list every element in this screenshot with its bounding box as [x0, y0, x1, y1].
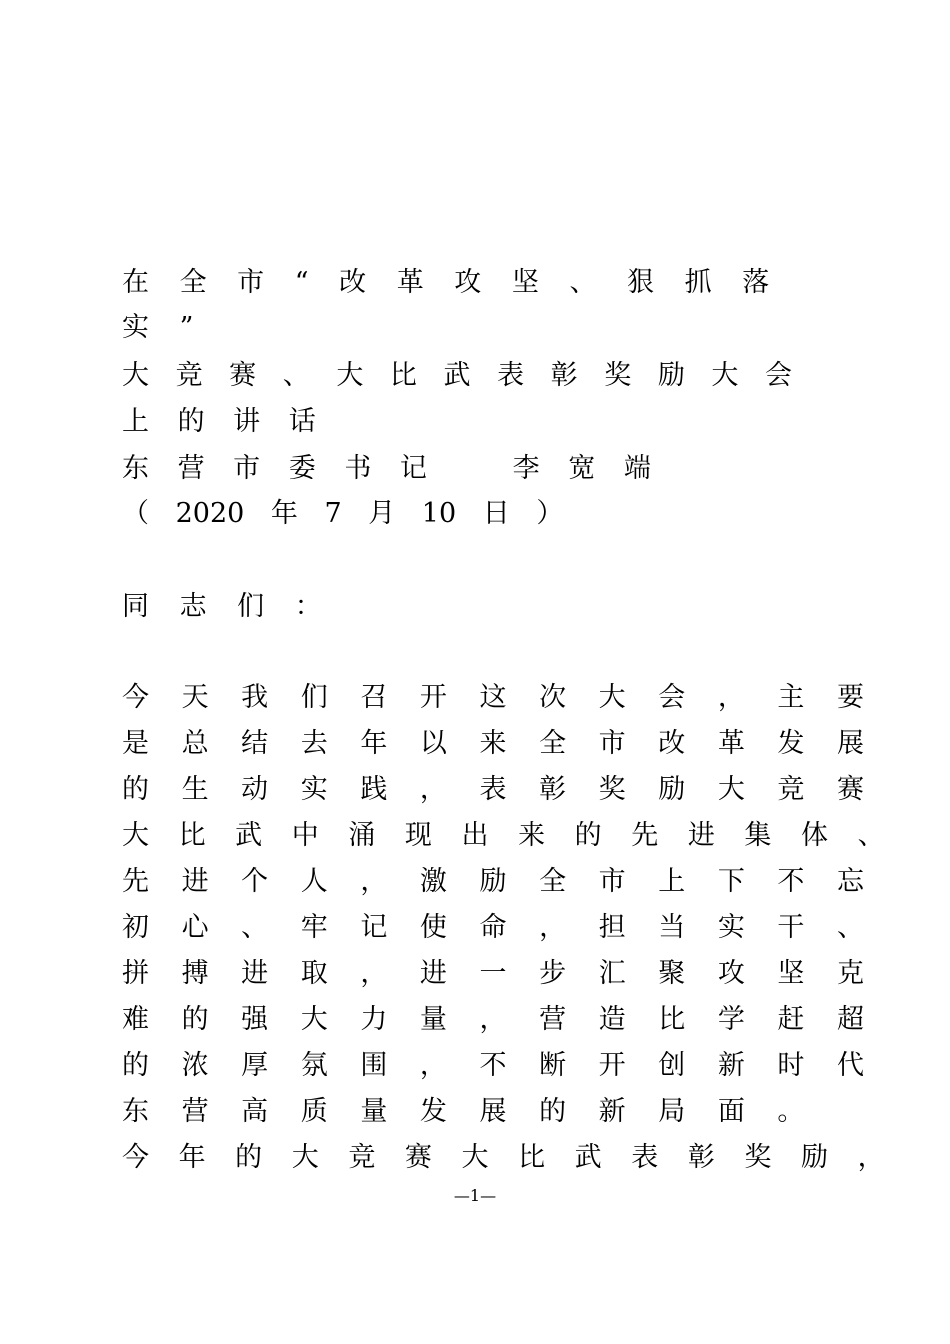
title-line-1 [122, 268, 769, 298]
title-line-1-text: 在 全 市 “ 改 革 攻 坚 、 狠 抓 落 [122, 267, 770, 298]
body-line-11-text: 今 年 的 大 竞 赛 大 比 武 表 彰 奖 励 ， [122, 1142, 885, 1173]
date-text: （ 2020 年 7 月 10 日 ） [122, 498, 564, 529]
title-line-3-text: 大 竞 赛 、 大 比 武 表 彰 奖 励 大 会 [122, 360, 792, 391]
body-line-4 [122, 821, 885, 851]
body-line-9 [122, 1051, 864, 1081]
date-line [122, 499, 563, 529]
body-line-6 [122, 913, 864, 943]
body-line-5 [122, 867, 864, 897]
body-line-11 [122, 1143, 885, 1173]
body-line-3 [122, 775, 864, 805]
salutation-text: 同 志 们 ： [122, 591, 322, 622]
salutation-line [122, 592, 322, 622]
body-line-2-text: 是 总 结 去 年 以 来 全 市 改 革 发 展 [122, 728, 864, 759]
body-line-6-text: 初 心 、 牢 记 使 命 ， 担 当 实 干 、 [122, 912, 864, 943]
body-line-8-text: 难 的 强 大 力 量 ， 营 造 比 学 赶 超 [122, 1004, 864, 1035]
page-number: —1— [453, 1186, 497, 1205]
body-line-9-text: 的 浓 厚 氛 围 ， 不 断 开 创 新 时 代 [122, 1050, 864, 1081]
body-line-1-text: 今 天 我 们 召 开 这 次 大 会 ， 主 要 [122, 682, 864, 713]
title-line-3 [122, 361, 792, 391]
body-line-7 [122, 959, 864, 989]
author-text: 东 营 市 委 书 记 李 宽 端 [122, 453, 651, 484]
body-line-10 [122, 1097, 804, 1127]
body-line-4-text: 大 比 武 中 涌 现 出 来 的 先 进 集 体 、 [122, 820, 885, 851]
body-line-3-text: 的 生 动 实 践 ， 表 彰 奖 励 大 竞 赛 [122, 774, 864, 805]
title-line-4 [122, 407, 316, 437]
body-line-7-text: 拼 搏 进 取 ， 进 一 步 汇 聚 攻 坚 克 [122, 958, 864, 989]
title-line-4-text: 上 的 讲 话 [122, 406, 316, 437]
body-line-5-text: 先 进 个 人 ， 激 励 全 市 上 下 不 忘 [122, 866, 864, 897]
author-line [122, 454, 651, 484]
title-line-2-text: 实 ” [122, 312, 194, 343]
body-line-2 [122, 729, 864, 759]
body-line-8 [122, 1005, 864, 1035]
title-line-2 [122, 313, 193, 343]
body-line-10-text: 东 营 高 质 量 发 展 的 新 局 面 。 [122, 1096, 805, 1127]
body-line-1 [122, 683, 864, 713]
